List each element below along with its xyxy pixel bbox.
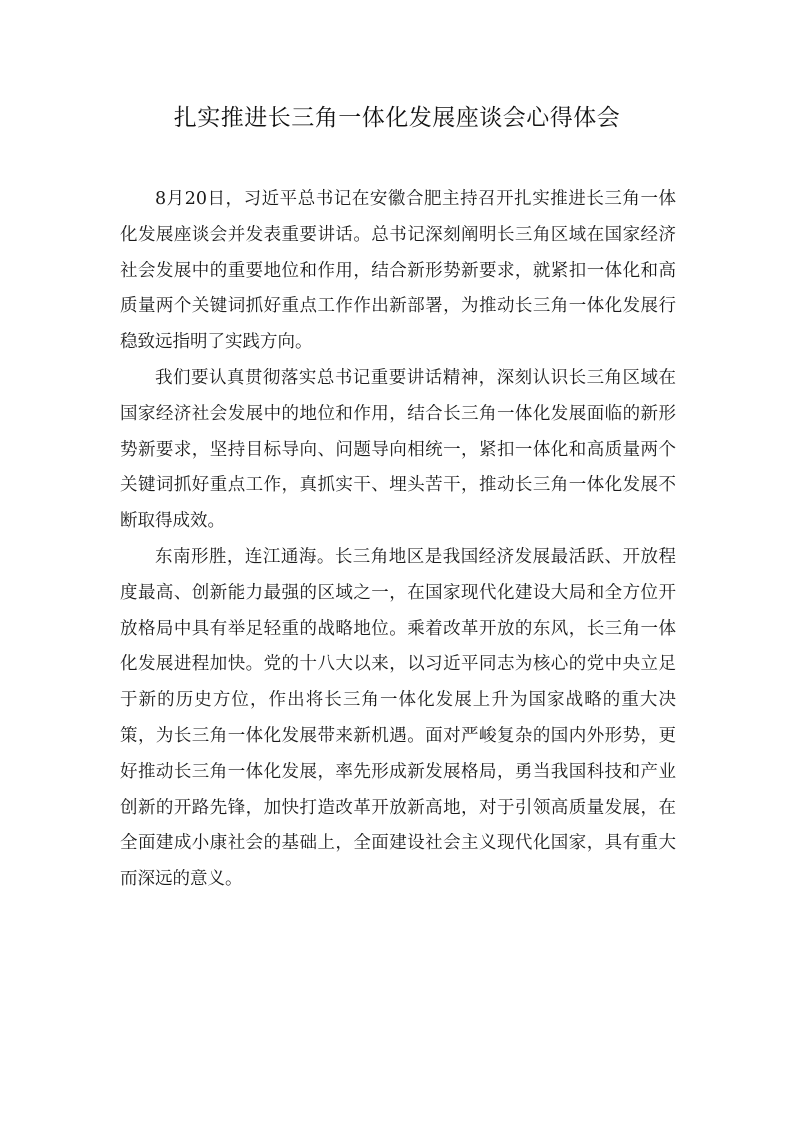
document-title: 扎实推进长三角一体化发展座谈会心得体会: [173, 105, 621, 131]
paragraph-2: 我们要认真贯彻落实总书记重要讲话精神，深刻认识长三角区域在国家经济社会发展中的地位和作用，结合长三角一体化发展面临的新形势新要求，坚持目标导向、问题导向相统一，紧扣一体化和高质量两个关键词抓好重点工作，真抓实干、埋头苦干，推动长三角一体化发展不断取得成效。: [120, 367, 676, 532]
paragraph-1: 8月20日，习近平总书记在安徽合肥主持召开扎实推进长三角一体化发展座谈会并发表重要讲话。总书记深刻阐明长三角区域在国家经济社会发展中的重要地位和作用，结合新形势新要求，就紧扣一体化和高质量两个关键词抓好重点工作作出新部署，为推动长三角一体化发展行稳致远指明了实践方向。: [120, 189, 676, 353]
paragraph-3: 东南形胜，连江通海。长三角地区是我国经济发展最活跃、开放程度最高、创新能力最强的区域之一，在国家现代化建设大局和全方位开放格局中具有举足轻重的战略地位。乘着改革开放的东风，长三角一体化发展进程加快。党的十八大以来，以习近平同志为核心的党中央立足于新的历史方位，作出将长三角一体化发展上升为国家战略的重大决策，为长三角一体化发展带来新机遇。面对严峻复杂的国内外形势，更好推动长三角一体化发展，率先形成新发展格局，勇当我国科技和产业创新的开路先锋，加快打造改革开放新高地，对于引领高质量发展，在全面建成小康社会的基础上，全面建设社会主义现代化国家，具有重大而深远的意义。: [120, 546, 676, 890]
document-body: [120, 182, 676, 898]
